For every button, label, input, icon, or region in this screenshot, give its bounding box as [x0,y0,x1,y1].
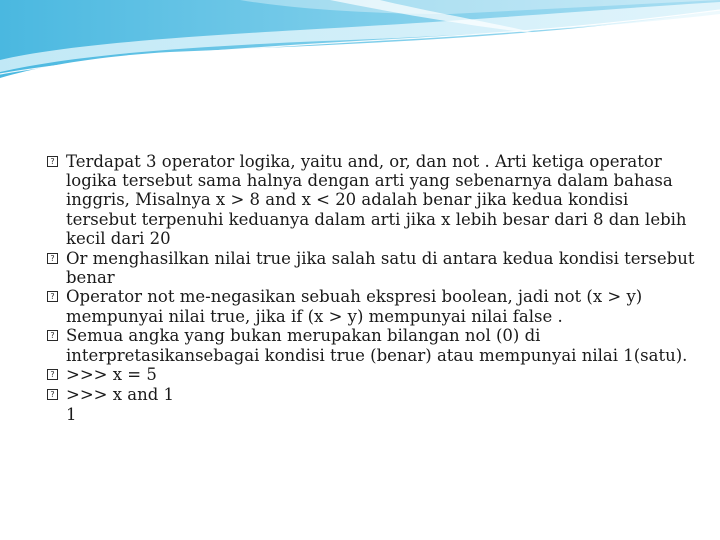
bullet-box-icon [47,291,58,302]
bullet-text: >>> x and 1 [66,384,175,404]
slide-content [46,152,696,424]
bullet-text: Semua angka yang bukan merupakan bilangan nol (0) di interpretasikansebagai kondisi true (benar) atau mempunyai nilai 1(satu). [66,326,688,365]
continuation-line: 1 [66,404,77,424]
bullet-item [46,287,696,325]
bullet-text: >>> x = 5 [66,365,157,385]
bullet-text: Or menghasilkan nilai true jika salah satu di antara kedua kondisi tersebut benar [66,248,695,287]
bullet-box-icon [47,330,58,341]
bullet-box-icon [47,253,58,264]
bullet-item [46,326,696,364]
bullet-item [46,152,696,248]
bullet-item [46,365,696,384]
bullet-item [46,249,696,287]
bullet-box-icon [47,156,58,167]
bullet-item [46,385,696,404]
bullet-text: Operator not me-negasikan sebuah ekspresi boolean, jadi not (x > y) mempunyai nilai true, jika if (x > y) mempunyai nilai false . [66,287,643,326]
bullet-box-icon [47,389,58,400]
header-wave-decoration [0,0,720,80]
bullet-text: Terdapat 3 operator logika, yaitu and, or, dan not . Arti ketiga operator logika tersebut sama halnya dengan arti yang sebenarnya dalam bahasa inggris, Misalnya x > 8 and x < 20 adalah benar jika kedua kondisi tersebut terpenuhi keduanya dalam arti jika x lebih besar dari 8 dan lebih kecil dari 20 [66,152,687,248]
bullet-box-icon [47,369,58,380]
